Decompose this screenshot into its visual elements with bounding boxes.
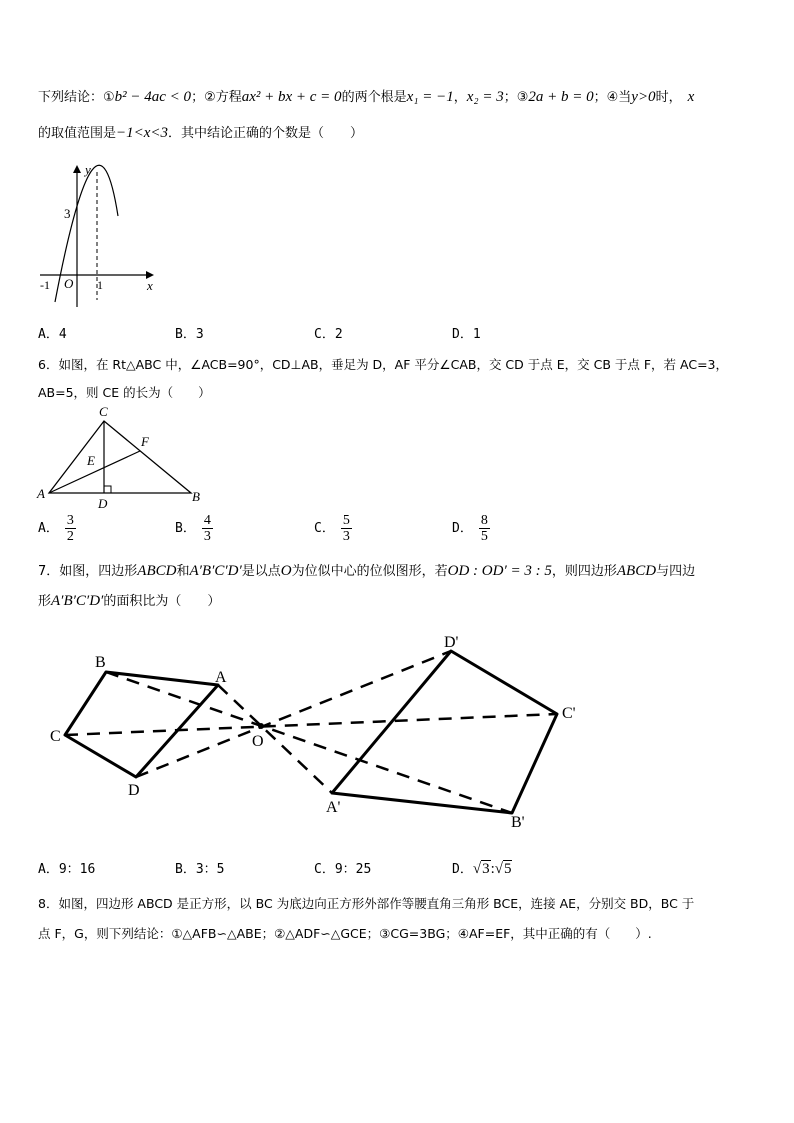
q7-option-d-sep: :: [490, 861, 495, 877]
q6-option-b-fraction: [202, 513, 213, 544]
q7-text-l2a: 形: [38, 594, 52, 609]
q7-text-e: 是以点: [241, 564, 281, 579]
q5-option-d[interactable]: D．1: [452, 327, 481, 342]
q5-expr-equation: ax² + bx + c = 0: [241, 89, 342, 105]
q7-text-a: 7．如图，四边形: [38, 564, 138, 579]
q5-label-neg1: -1: [40, 278, 50, 292]
q7-quad-abcd-2: ABCD: [616, 563, 657, 579]
q8-line-2: 点 F，G，则下列结论：①△AFB∽△ABE；②△ADF∽△GCE；③CG=3BG；④AF=EF，其中正确的有（ ）.: [38, 926, 652, 941]
q7-option-c[interactable]: C．9：25: [314, 862, 372, 877]
q7-option-d-radicand-5: 5: [503, 861, 512, 877]
q5-label-origin: O: [64, 276, 74, 291]
q6-line-1: 6．如图，在 Rt△ABC 中，∠ACB=90°，CD⊥AB，垂足为 D，AF 平分∠CAB，交 CD 于点 E，交 CB 于点 F，若 AC=3，: [38, 357, 728, 372]
q7-text-i: ，则四边形: [551, 564, 617, 579]
q6-option-c[interactable]: [314, 513, 352, 544]
q6-option-a-num: 3: [66, 513, 74, 528]
q7-ratio: OD : OD′ = 3 : 5: [447, 563, 552, 579]
q5-expr-axis: 2a + b = 0: [528, 89, 594, 105]
q7-center-o: [258, 723, 264, 729]
q6-option-b-num: 4: [203, 513, 211, 528]
q6-option-a-fraction: [65, 513, 76, 544]
q7-label-b-prime: B': [511, 814, 525, 830]
q7-quad-abcd: ABCD: [137, 563, 177, 579]
q5-parabola-graph: [30, 160, 170, 310]
q6-label-f: F: [141, 434, 149, 449]
q6-right-angle-mark: [104, 486, 111, 493]
q7-label-c-prime: C': [562, 705, 576, 722]
q6-option-a-den: 2: [66, 529, 74, 544]
q5-sep3: ；③: [503, 90, 529, 105]
q6-label-d: D: [98, 496, 108, 511]
q6-options: [38, 513, 758, 553]
q7-option-d-sqrt5: √5: [494, 861, 512, 877]
q7-option-d[interactable]: [452, 858, 512, 878]
q5-label-1: 1: [97, 278, 103, 292]
q7-text-k: 与四边: [656, 564, 696, 579]
q6-option-c-den: 3: [342, 529, 350, 544]
q7-options: [38, 858, 758, 888]
q7-quad-abcd-shape: [65, 672, 218, 777]
q6-option-d[interactable]: [452, 513, 490, 544]
q7-option-d-letter: D．: [452, 862, 473, 877]
q5-comma: ，: [453, 90, 467, 105]
q7-label-o: O: [252, 733, 264, 750]
q5-root2: x₂ = 3: [466, 89, 504, 105]
q5-label-3: 3: [64, 206, 71, 221]
q6-option-d-letter: D．: [452, 521, 473, 536]
q7-text-g: 为位似中心的位似图形，若: [291, 564, 448, 579]
q6-option-b-den: 3: [203, 529, 211, 544]
q7-option-d-radicand-3: 3: [482, 861, 490, 877]
q5-prefix: 下列结论：①: [38, 90, 115, 105]
q7-quad-prime-2: A′B′C′D′: [51, 593, 104, 609]
q7-label-b: B: [95, 654, 106, 671]
q6-label-c: C: [99, 404, 108, 419]
q6-label-e: E: [87, 453, 95, 468]
q5-sep4: ；④当: [593, 90, 632, 105]
q5-sep1: ；②方程: [191, 90, 242, 105]
q5-range: −1<x<3: [116, 125, 169, 141]
q7-point-o: O: [280, 563, 292, 579]
q5-options: [38, 323, 758, 353]
q8-line-1: 8．如图，四边形 ABCD 是正方形，以 BC 为底边向正方形外部作等腰直角三角形 BCE，连接 AE，分别交 BD，BC 于: [38, 896, 695, 911]
q5-y-axis-arrow: [73, 165, 81, 173]
q7-homothety-figure: [40, 625, 600, 830]
q5-label-y: y: [85, 162, 91, 177]
q7-text-c: 和: [176, 564, 190, 579]
q7-option-a[interactable]: A．9：16: [38, 862, 96, 877]
q6-option-c-letter: C．: [314, 521, 335, 536]
q6-line-2: AB=5，则 CE 的长为（ ）: [38, 385, 211, 400]
q7-label-a: A: [215, 669, 227, 686]
q7-line-1: [38, 562, 695, 581]
q6-option-b[interactable]: [175, 513, 213, 544]
q6-option-c-fraction: [341, 513, 352, 544]
q7-label-c: C: [50, 728, 61, 745]
q5-line2-prefix: 的取值范围是: [38, 126, 117, 141]
q6-label-a: A: [37, 486, 45, 501]
q5-expr-discriminant: b² − 4ac < 0: [114, 89, 192, 105]
q7-option-b[interactable]: B．3：5: [175, 862, 225, 877]
q6-option-a-letter: A．: [38, 521, 59, 536]
q7-text-l2c: 的面积比为（ ）: [103, 594, 221, 609]
q6-option-d-den: 5: [480, 529, 488, 544]
q6-option-d-num: 8: [480, 513, 488, 528]
q5-option-c[interactable]: C．2: [314, 327, 343, 342]
q5-line2-suffix: ．其中结论正确的个数是（ ）: [168, 126, 364, 141]
q7-line-2: [38, 592, 220, 611]
q5-root1: x₁ = −1: [406, 89, 454, 105]
q5-when: 时，: [655, 90, 682, 105]
q5-mid: 的两个根是: [341, 90, 407, 105]
q6-triangle-figure: [34, 403, 209, 513]
q5-option-a[interactable]: A．4: [38, 327, 67, 342]
q6-option-a[interactable]: [38, 513, 76, 544]
q5-option-b[interactable]: B．3: [175, 327, 204, 342]
q5-label-x: x: [147, 278, 153, 293]
q7-label-a-prime: A': [326, 799, 341, 816]
q6-triangle-abc: [49, 421, 191, 493]
q5-line-1: [38, 88, 694, 107]
q5-line-2: [38, 124, 363, 143]
q7-option-d-sqrt3: √3: [472, 861, 490, 877]
q6-option-c-num: 5: [342, 513, 350, 528]
q6-label-b: B: [192, 489, 200, 504]
q7-quad-prime: A′B′C′D′: [189, 563, 242, 579]
q5-expr-y-positive: y>0: [631, 89, 656, 105]
q7-label-d: D: [128, 782, 140, 799]
q6-option-d-fraction: [479, 513, 490, 544]
q7-label-d-prime: D': [444, 634, 459, 651]
q5-x-var: x: [687, 89, 695, 105]
q6-option-b-letter: B．: [175, 521, 196, 536]
